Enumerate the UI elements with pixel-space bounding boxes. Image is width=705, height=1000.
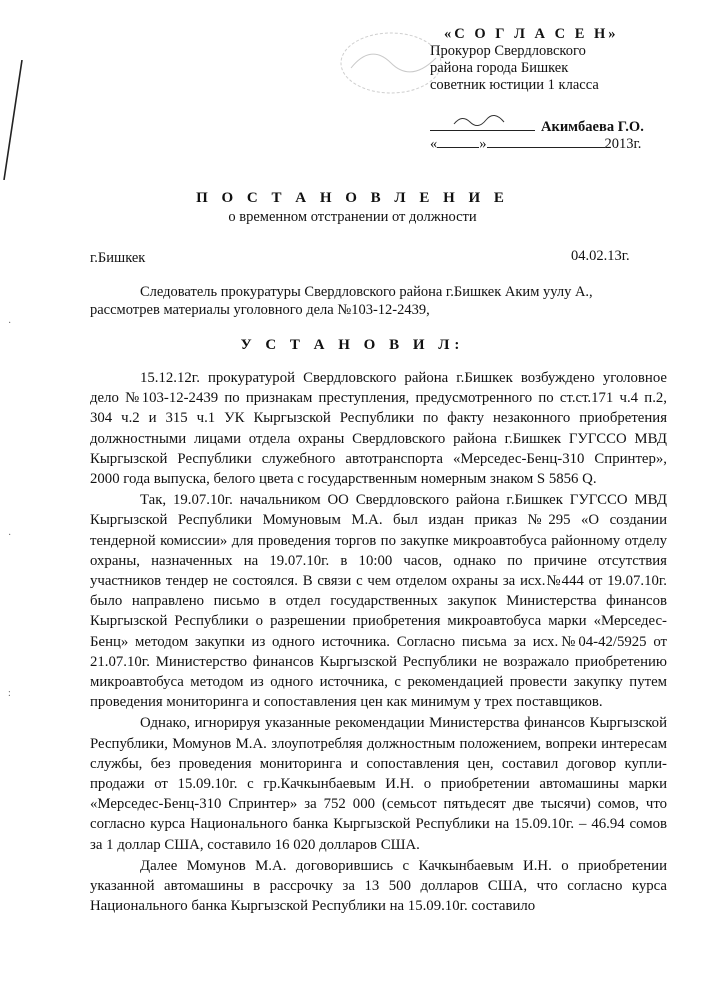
- document-subtitle: о временном отстранении от должности: [228, 209, 477, 225]
- intro-line-1: Следователь прокуратуры Свердловского района г.Бишкек Аким уулу А.,: [140, 284, 593, 300]
- date-year: 2013г.: [604, 136, 642, 152]
- approval-title: «С О Г Л А С Е Н»: [444, 26, 619, 42]
- intro-line-2: рассмотрев материалы уголовного дела №103-12-2439,: [90, 302, 430, 318]
- date-quote-close: »: [479, 136, 487, 152]
- body-paragraph-1: 15.12.12г. прокуратурой Свердловского района г.Бишкек возбуждено уголовное дело №103-12-2439 по признакам преступления, предусмотренного по ст.ст.171 ч.4 п.2, 304 ч.2 и 315 ч.1 УК Кыргызской Республики по факту незаконного приобретения должностными лицами отдела охраны Свердловского района г.Бишкек ГУГССО МВД Кыргызской Республики служебного автотранспорта «Мерседес-Бенц-310 Спринтер», 2000 года выпуска, белого цвета с государственным номерным знаком S 5856 Q.: [90, 370, 667, 488]
- signature-scribble: [452, 114, 512, 128]
- established-heading: У С Т А Н О В И Л:: [240, 337, 465, 353]
- approval-line-3: советник юстиции 1 класса: [430, 77, 599, 93]
- approval-block: [430, 26, 690, 94]
- body-paragraph-2: Так, 19.07.10г. начальником ОО Свердловского района г.Бишкек ГУГССО МВД Кыргызской Республики Момуновым М.А. был издан приказ №295 «О создании тендерной комиссии» для проведения торгов по закупке микроавтобуса районному отделу охраны, назначенных на 19.07.10г. в 10:00 часов, однако по причине отсутствия участников тендер не состоялся. В связи с чем отделом охраны за исх.№444 от 19.07.10г. было направлено письмо в отдел государственных закупок Министерства финансов Кыргызской Республики о разрешении приобретения микроавтобуса марки «Мерседес-Бенц» методом закупки из одного источника. Согласно письма за исх.№04-42/5925 от 21.07.10г. Министерство финансов Кыргызской Республики не возражало приобретению микроавтобуса методом из одного источника, с рекомендацией провести закупку путем проведения мониторинга и сопоставления цен как минимум у трех поставщиков.: [90, 492, 667, 711]
- body-paragraph-3: Однако, игнорируя указанные рекомендации Министерства финансов Кыргызской Республики, Момунов М.А. злоупотребляя должностным положением, вопреки интересам службы, без проведения мониторинга и сопоставления цен, составил договор купли-продажи от 15.09.10г. с гр.Качкынбаевым И.Н. о приобретении автомашины марки «Мерседес-Бенц-310 Спринтер» за 752 000 (семьсот пятьдесят две тысячи) сомов, что согласно курса Национального банка Кыргызской Республики на 15.09.10г. – 46.94 сомов за 1 доллар США, составило 16 020 долларов США.: [90, 715, 667, 853]
- scan-speck: :: [8, 688, 11, 699]
- approval-date: [430, 136, 641, 153]
- document-body: [90, 368, 667, 917]
- document-city: г.Бишкек: [90, 250, 146, 266]
- intro-paragraph: [90, 283, 665, 319]
- approval-line-2: района города Бишкек: [430, 60, 569, 76]
- signer-name: Акимбаева Г.О.: [541, 119, 644, 135]
- date-day-blank: [437, 147, 479, 148]
- scan-speck: ·: [8, 318, 12, 329]
- signature-row: [430, 118, 644, 136]
- document-title: П О С Т А Н О В Л Е Н И Е: [196, 190, 509, 206]
- approval-line-1: Прокурор Свердловского: [430, 43, 586, 59]
- signature-line: [430, 118, 535, 131]
- date-quote-open: «: [430, 136, 438, 152]
- scan-margin-line: [0, 60, 30, 180]
- document-date: 04.02.13г.: [571, 248, 630, 264]
- body-paragraph-4: Далее Момунов М.А. договорившись с Качкынбаевым И.Н. о приобретении указанной автомашины в рассрочку за 13 500 долларов США, что согласно курса Национального банка Кыргызской Республики на 15.09.10г. составило: [90, 857, 667, 915]
- date-month-blank: [487, 147, 605, 148]
- scan-speck: ·: [8, 530, 12, 541]
